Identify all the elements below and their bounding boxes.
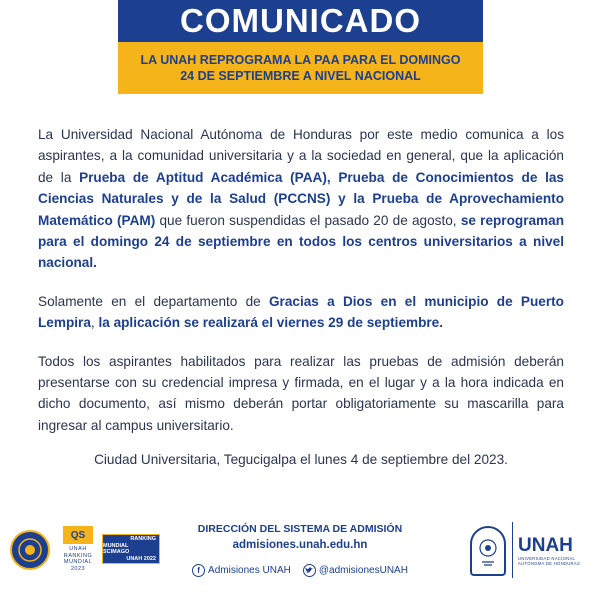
twitter-link[interactable] <box>303 564 408 577</box>
footer-contact <box>180 522 420 577</box>
facebook-icon: f <box>192 564 205 577</box>
subtitle-band <box>118 42 483 94</box>
paragraph-1 <box>38 124 564 274</box>
p1-tests-highlight: Prueba de Aptitud Académica (PAA), Prueba de Conocimientos de las Ciencias Naturales y de la Salud (PCCNS) y la Prueba de Aprovechamiento Matemático (PAM) <box>38 169 564 228</box>
qs-logo-icon: QS <box>63 526 93 544</box>
twitter-handle: @admisionesUNAH <box>318 565 408 576</box>
subtitle-line-1: LA UNAH REPROGRAMA LA PAA PARA EL DOMINGO <box>140 53 461 67</box>
department-name: DIRECCIÓN DEL SISTEMA DE ADMISIÓN <box>197 523 403 535</box>
unah-sub-line-1: UNIVERSIDAD NACIONAL <box>518 556 576 561</box>
qs-ranking-badge <box>58 526 98 588</box>
footer <box>0 512 600 600</box>
twitter-icon <box>303 564 316 577</box>
ranking2-line-1: RANKING <box>130 536 156 542</box>
unah-wordmark: UNAH <box>518 535 573 556</box>
unah-logo <box>518 536 580 566</box>
p2-text-c: , <box>90 315 99 331</box>
logo-divider <box>512 522 513 578</box>
p1-text-c: que fueron suspendidas el pasado 20 de agosto, <box>155 212 461 228</box>
subtitle-line-2: 24 DE SEPTIEMBRE A NIVEL NACIONAL <box>180 69 421 83</box>
paragraph-3: Todos los aspirantes habilitados para realizar las pruebas de admisión deberán presentarse con su credencial impresa y firmada, en el lugar y a la hora indicada en dicho documento, así mismo deberán portar obligatoriamente su mascarilla para ingresar al campus universitario. <box>38 353 564 433</box>
ranking1-line-3: MUNDIAL <box>63 559 93 565</box>
header-banner <box>118 0 483 42</box>
p2-location-highlight: Gracias a Dios en el municipio de Puerto Lempira <box>38 293 564 331</box>
unah-crest-icon <box>470 526 506 576</box>
ranking2-line-2: MUNDIAL SCIMAGO <box>103 542 130 555</box>
social-links <box>180 564 420 577</box>
p1-text-a: La Universidad Nacional Autónoma de Honduras por este medio comunica a los aspirantes, a la comunidad universitaria y a la sociedad en general, que la aplicación de la <box>38 127 564 185</box>
website-link[interactable]: admisiones.unah.edu.hn <box>232 539 368 551</box>
closing-line: Ciudad Universitaria, Tegucigalpa el lunes 4 de septiembre del 2023. <box>94 452 508 467</box>
ranking2-line-3: UNAH 2022 <box>126 555 156 562</box>
announcement-body <box>38 124 564 453</box>
facebook-link[interactable] <box>192 564 291 577</box>
ranking1-line-1: UNAH <box>69 546 87 552</box>
scimago-ranking-badge <box>102 534 160 564</box>
page-title: COMUNICADO <box>180 2 421 39</box>
p2-text-a: Solamente en el departamento de <box>38 293 269 309</box>
unah-sub-line-2: AUTÓNOMA DE HONDURAS <box>518 561 581 566</box>
paragraph-2 <box>38 291 564 334</box>
ranking1-line-2: RANKING <box>63 552 93 559</box>
ranking1-line-4: 2023 <box>70 565 86 572</box>
university-seal-icon <box>10 530 50 570</box>
p2-date-highlight: la aplicación se realizará el viernes 29 de septiembre. <box>98 315 444 331</box>
p1-date-highlight: se reprograman para el domingo 24 de septiembre en todos los centros universitarios a nivel nacional. <box>38 212 565 271</box>
facebook-handle: Admisiones UNAH <box>208 565 291 576</box>
